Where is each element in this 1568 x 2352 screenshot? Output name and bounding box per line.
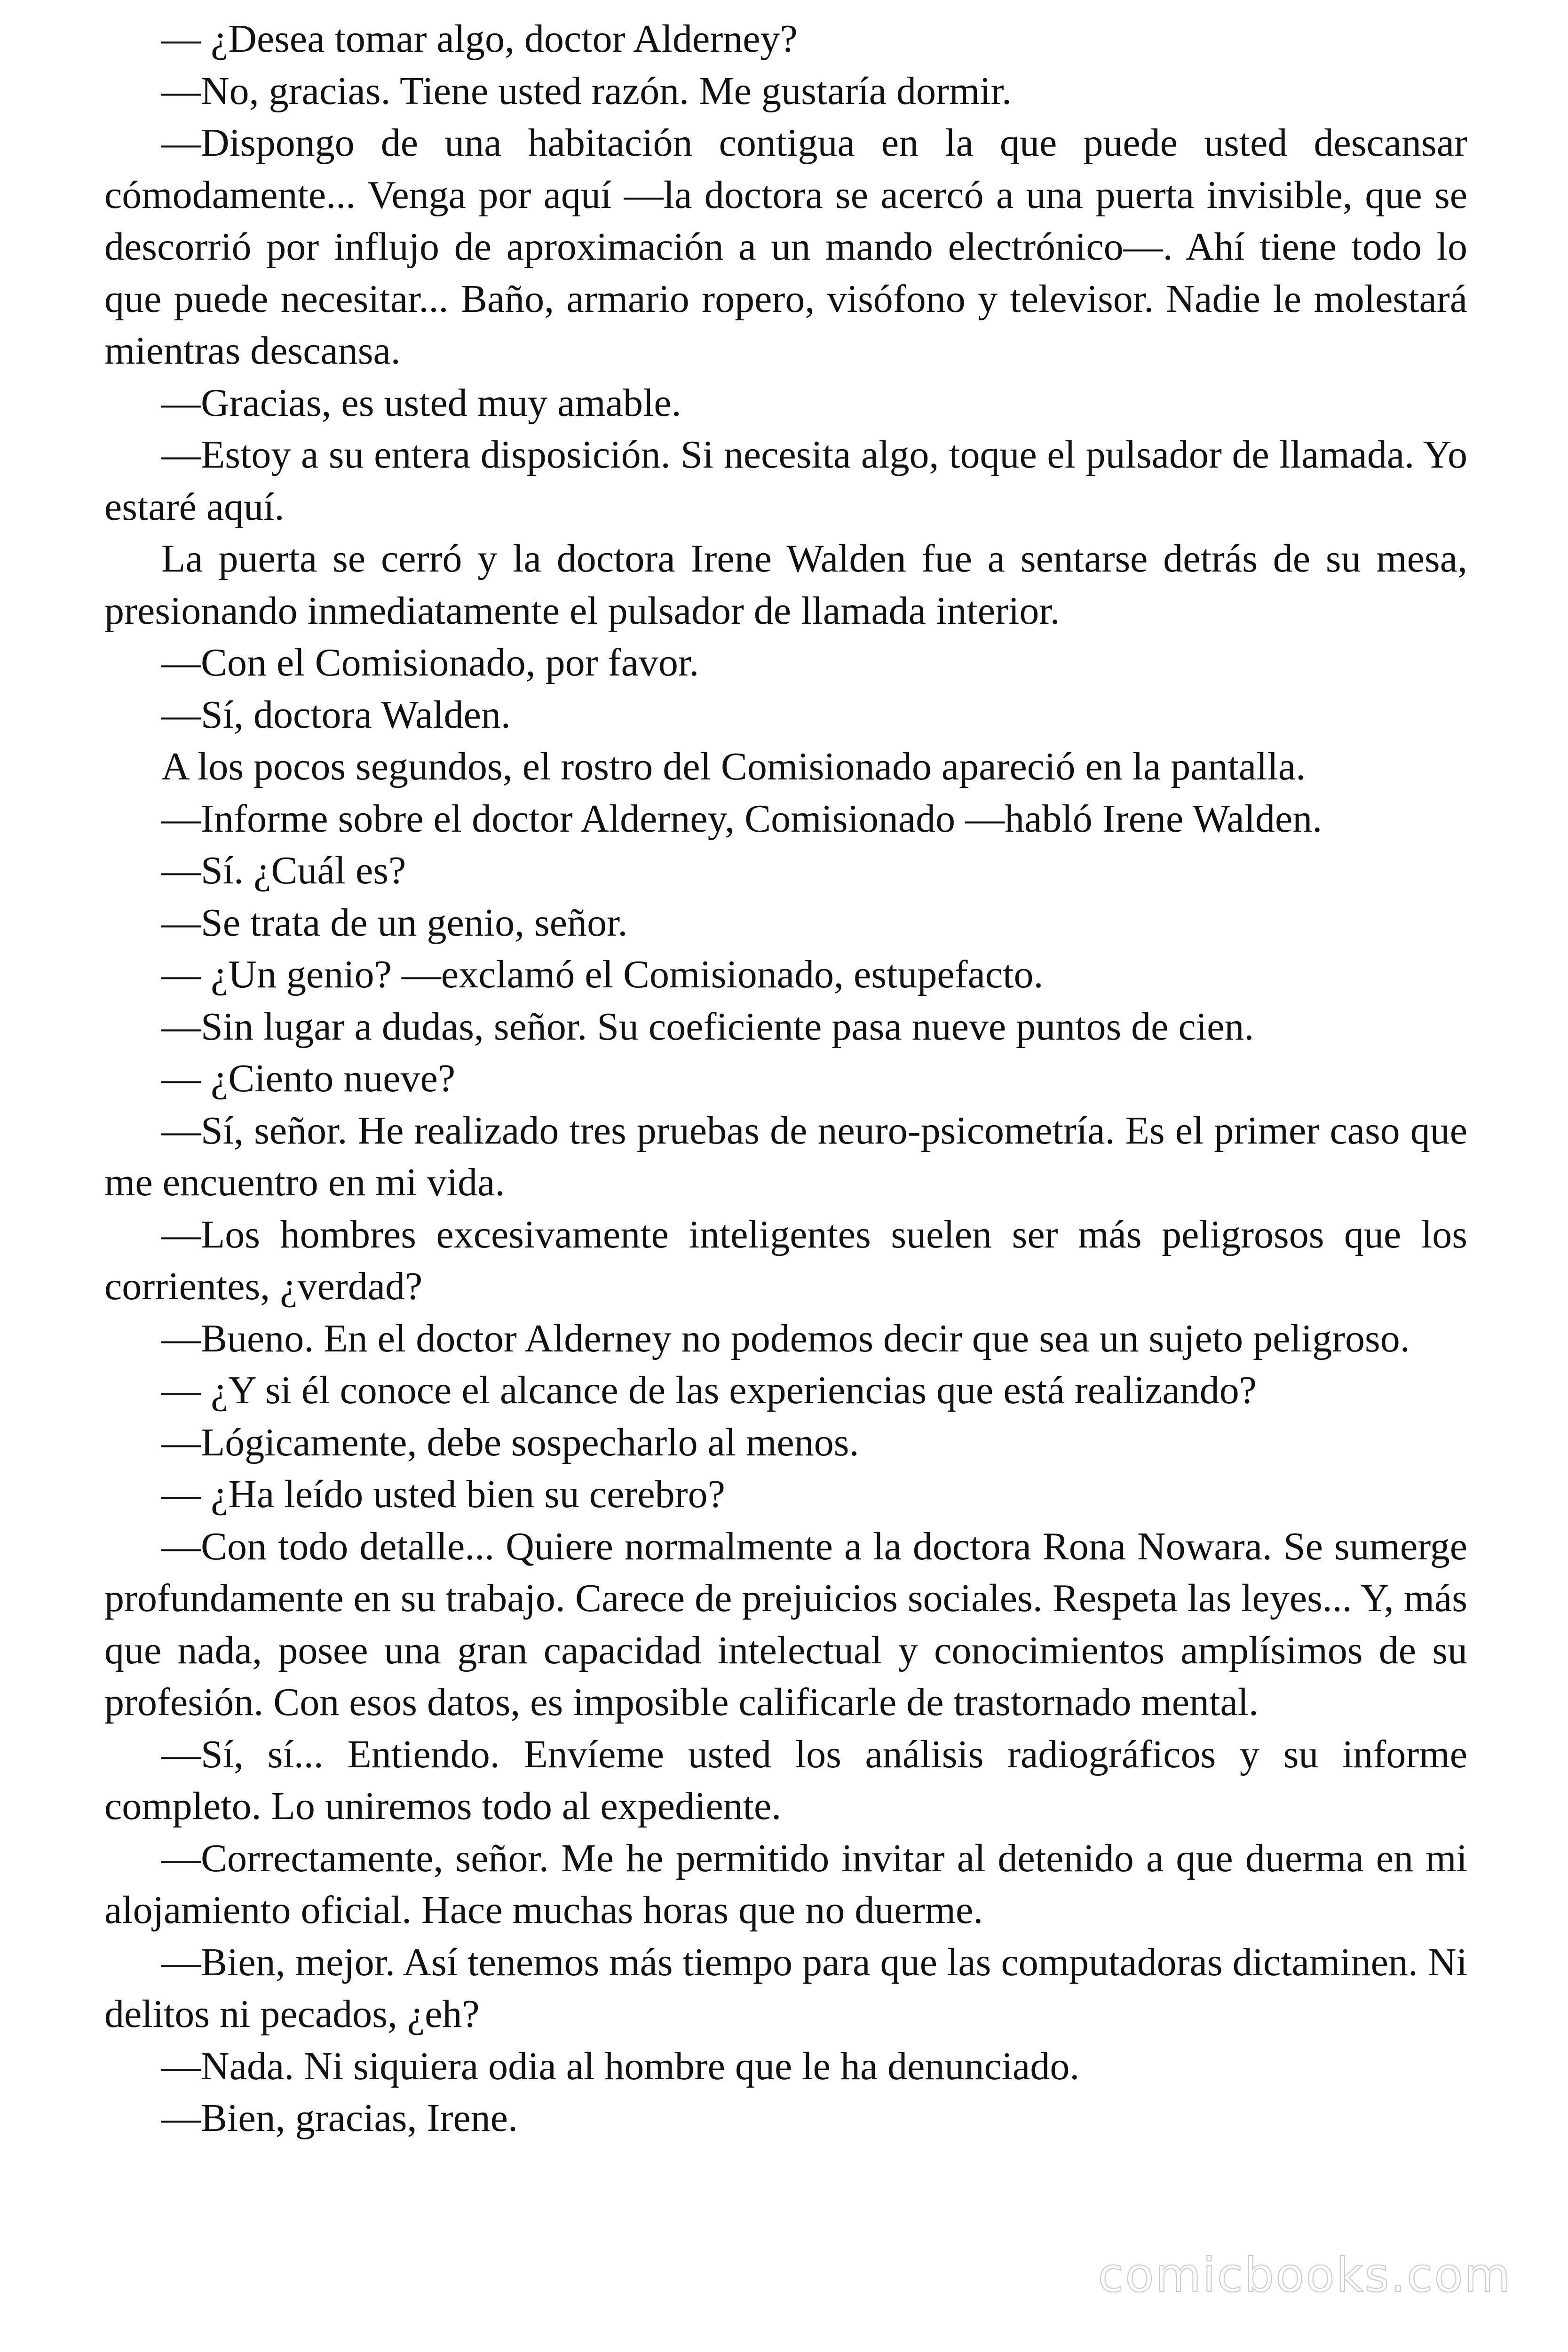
paragraph: —No, gracias. Tiene usted razón. Me gustaría dormir.	[161, 69, 1012, 113]
paragraph: — ¿Y si él conoce el alcance de las experiencias que está realizando?	[161, 1368, 1257, 1412]
paragraph: — ¿Un genio? —exclamó el Comisionado, estupefacto.	[161, 953, 1044, 996]
paragraph: — ¿Desea tomar algo, doctor Alderney?	[161, 17, 798, 61]
watermark: comicbooks.com	[1098, 2248, 1512, 2303]
paragraph: —Los hombres excesivamente inteligentes suelen ser más peligrosos que los corrientes, ¿verdad?	[104, 1212, 1467, 1308]
paragraph: —Sin lugar a dudas, señor. Su coeficiente pasa nueve puntos de cien.	[161, 1004, 1254, 1049]
paragraph: —Lógicamente, debe sospecharlo al menos.	[161, 1420, 859, 1464]
paragraph: —Sí, sí... Entiendo. Envíeme usted los análisis radiográficos y su informe completo. Lo uniremos todo al expediente.	[104, 1732, 1467, 1828]
paragraph: —Nada. Ni siquiera odia al hombre que le ha denunciado.	[161, 2044, 1080, 2088]
paragraph: A los pocos segundos, el rostro del Comisionado apareció en la pantalla.	[161, 745, 1306, 788]
paragraph: —Correctamente, señor. Me he permitido invitar al detenido a que duerma en mi alojamiento oficial. Hace muchas horas que no duerme.	[104, 1836, 1467, 1932]
paragraph: —Gracias, es usted muy amable.	[161, 381, 681, 425]
paragraph: —Informe sobre el doctor Alderney, Comisionado —habló Irene Walden.	[161, 796, 1323, 841]
page-body	[104, 13, 1467, 2145]
paragraph: —Bueno. En el doctor Alderney no podemos decir que sea un sujeto peligroso.	[161, 1316, 1410, 1360]
paragraph: — ¿Ciento nueve?	[161, 1057, 456, 1100]
paragraph: —Sí, doctora Walden.	[161, 692, 511, 737]
paragraph: — ¿Ha leído usted bien su cerebro?	[161, 1472, 725, 1516]
paragraph: —Sí, señor. He realizado tres pruebas de neuro-psicometría. Es el primer caso que me encuentro en mi vida.	[104, 1108, 1467, 1204]
paragraph: La puerta se cerró y la doctora Irene Walden fue a sentarse detrás de su mesa, presionando inmediatamente el pulsador de llamada interior.	[104, 537, 1467, 633]
paragraph: —Estoy a su entera disposición. Si necesita algo, toque el pulsador de llamada. Yo estaré aquí.	[104, 433, 1467, 529]
paragraph: —Con el Comisionado, por favor.	[161, 641, 699, 684]
paragraph: —Bien, gracias, Irene.	[161, 2096, 518, 2140]
paragraph: —Con todo detalle... Quiere normalmente a la doctora Rona Nowara. Se sumerge profundamente en su trabajo. Carece de prejuicios sociales. Respeta las leyes... Y, más que nada, posee una gran capacidad intelectual y conocimientos amplísimos de su profesión. Con esos datos, es imposible calificarle de trastornado mental.	[104, 1524, 1467, 1724]
paragraph: —Se trata de un genio, señor.	[161, 900, 628, 945]
paragraph: —Bien, mejor. Así tenemos más tiempo para que las computadoras dictaminen. Ni delitos ni pecados, ¿eh?	[104, 1940, 1467, 2036]
paragraph: —Dispongo de una habitación contigua en la que puede usted descansar cómodamente... Venga por aquí —la doctora se acercó a una puerta invisible, que se descorrió por influjo de aproximación a un mando electrónico—. Ahí tiene todo lo que puede necesitar... Baño, armario ropero, visófono y televisor. Nadie le molestará mientras descansa.	[104, 121, 1467, 373]
paragraph: —Sí. ¿Cuál es?	[161, 849, 406, 892]
